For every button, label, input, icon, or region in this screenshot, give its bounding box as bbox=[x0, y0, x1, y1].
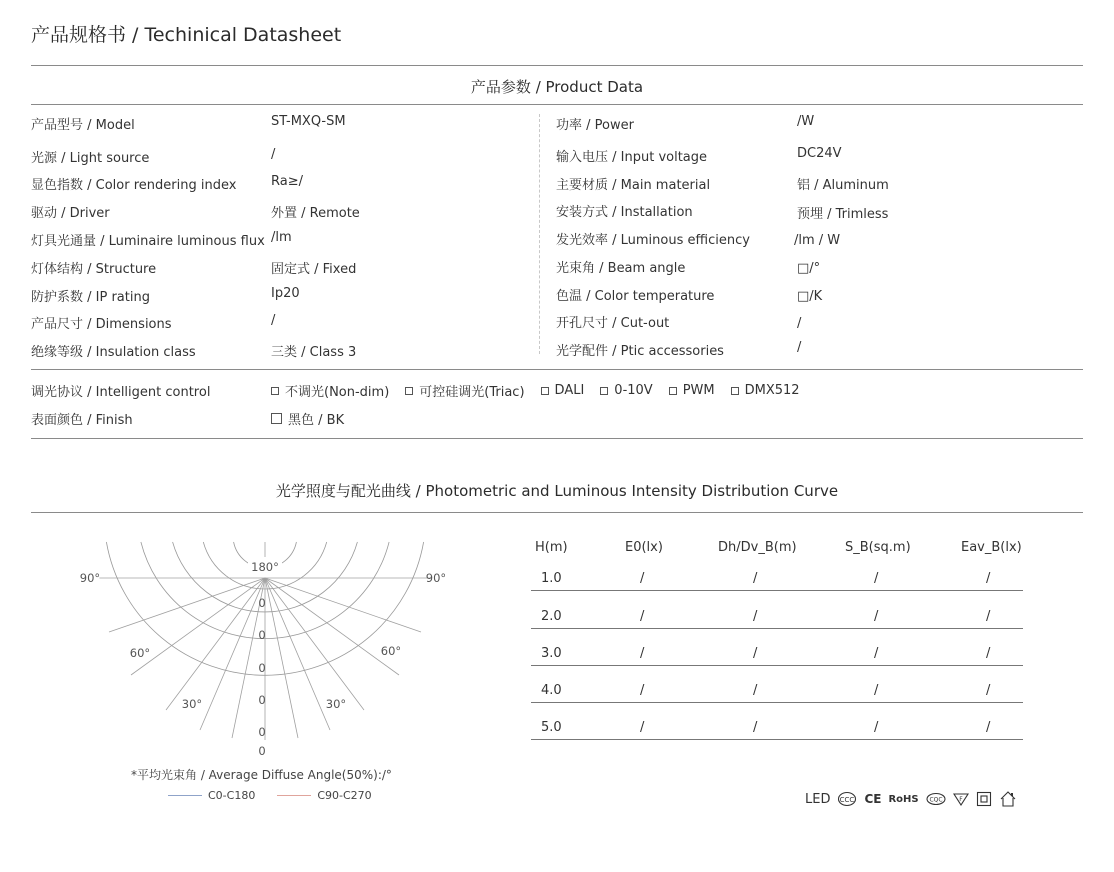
table-header: H(m) bbox=[535, 540, 568, 555]
svg-text:F: F bbox=[958, 796, 963, 803]
spec-row-ip-rating bbox=[31, 286, 551, 308]
spec-label: 光源 / Light source bbox=[31, 151, 150, 166]
spec-value: 三类 / Class 3 bbox=[271, 345, 357, 360]
spec-label: 输入电压 / Input voltage bbox=[556, 150, 708, 165]
table-header: S_B(sq.m) bbox=[845, 540, 911, 555]
spec-row-color-temperature bbox=[556, 285, 1076, 307]
table-row bbox=[531, 569, 1023, 591]
polar-legend bbox=[168, 789, 372, 802]
polar-radial-line bbox=[200, 578, 265, 730]
spec-label: 灯具光通量 / Luminaire luminous flux bbox=[31, 234, 265, 249]
divider bbox=[31, 65, 1083, 66]
table-row bbox=[531, 607, 1023, 629]
table-cell: / bbox=[874, 720, 879, 735]
spec-label: 发光效率 / Luminous efficiency bbox=[556, 233, 750, 248]
spec-value: /W bbox=[797, 114, 815, 129]
table-cell: / bbox=[640, 683, 645, 698]
spec-row-light-source bbox=[31, 147, 551, 169]
option-label: 可控硅调光(Triac) bbox=[419, 385, 525, 400]
table-cell: / bbox=[874, 683, 879, 698]
legend-swatch bbox=[168, 795, 202, 796]
home-icon bbox=[999, 790, 1017, 808]
control-row bbox=[31, 381, 1083, 403]
spec-label: 主要材质 / Main material bbox=[556, 178, 711, 193]
polar-radial-label: 0 bbox=[258, 744, 266, 758]
option-label: DALI bbox=[554, 383, 585, 398]
polar-radial-label: 0 bbox=[258, 693, 266, 707]
spec-label: 功率 / Power bbox=[556, 118, 634, 133]
spec-row-structure bbox=[31, 258, 551, 280]
finish-options bbox=[271, 409, 344, 428]
spec-value: Ip20 bbox=[271, 286, 300, 301]
spec-value: DC24V bbox=[797, 146, 842, 161]
option-label: 0-10V bbox=[614, 383, 653, 398]
spec-value: ST-MXQ-SM bbox=[271, 114, 346, 129]
finish-label: 表面颜色 / Finish bbox=[31, 413, 133, 428]
finish-option-black[interactable] bbox=[271, 409, 344, 428]
column-separator bbox=[539, 114, 540, 354]
spec-row-dimensions bbox=[31, 313, 551, 335]
spec-value: Ra≥/ bbox=[271, 174, 303, 189]
table-cell: / bbox=[874, 646, 879, 661]
spec-value: □/° bbox=[797, 261, 821, 276]
spec-label: 显色指数 / Color rendering index bbox=[31, 178, 237, 193]
spec-label: 绝缘等级 / Insulation class bbox=[31, 345, 196, 360]
spec-row-flux bbox=[31, 230, 551, 252]
table-cell: 1.0 bbox=[541, 571, 562, 586]
table-cell: / bbox=[986, 646, 991, 661]
polar-radial-label: 0 bbox=[258, 628, 266, 642]
table-row bbox=[531, 644, 1023, 666]
polar-label-90-left: 90° bbox=[79, 571, 101, 585]
spec-row-accessories bbox=[556, 340, 1076, 362]
option-label: 不调光(Non-dim) bbox=[285, 385, 390, 400]
polar-radial-line bbox=[265, 578, 330, 730]
spec-row-beam-angle bbox=[556, 257, 1076, 279]
control-label: 调光协议 / Intelligent control bbox=[31, 385, 211, 400]
spec-label: 安装方式 / Installation bbox=[556, 205, 693, 220]
spec-label: 开孔尺寸 / Cut-out bbox=[556, 316, 670, 331]
polar-label-90-right: 90° bbox=[425, 571, 447, 585]
control-option-triac[interactable] bbox=[405, 381, 524, 400]
spec-label: 防护系数 / IP rating bbox=[31, 290, 150, 305]
polar-radial-label: 0 bbox=[258, 596, 266, 610]
table-cell: / bbox=[753, 609, 758, 624]
spec-row-power bbox=[556, 114, 1076, 136]
spec-label: 驱动 / Driver bbox=[31, 206, 110, 221]
divider bbox=[31, 104, 1083, 105]
control-options bbox=[271, 381, 800, 400]
table-cell: / bbox=[986, 720, 991, 735]
class-ii-icon bbox=[976, 791, 992, 807]
table-cell: / bbox=[640, 720, 645, 735]
legend-item-c0 bbox=[168, 789, 255, 802]
legend-label: C0-C180 bbox=[208, 789, 256, 802]
led-mark: LED bbox=[805, 791, 831, 807]
spec-label: 产品尺寸 / Dimensions bbox=[31, 317, 172, 332]
polar-radial-label: 0 bbox=[258, 725, 266, 739]
legend-item-c90 bbox=[277, 789, 371, 802]
certification-marks bbox=[805, 788, 1017, 810]
table-row bbox=[531, 681, 1023, 703]
table-cell: / bbox=[753, 683, 758, 698]
table-cell: 2.0 bbox=[541, 609, 562, 624]
table-cell: / bbox=[640, 571, 645, 586]
control-option-0-10v[interactable] bbox=[600, 381, 652, 400]
legend-label: C90-C270 bbox=[317, 789, 372, 802]
spec-value: 预埋 / Trimless bbox=[797, 207, 889, 222]
spec-row-material bbox=[556, 174, 1076, 196]
spec-column-left bbox=[31, 112, 557, 360]
divider bbox=[31, 369, 1083, 370]
option-label: PWM bbox=[682, 383, 715, 398]
option-label: 黑色 / BK bbox=[288, 413, 345, 428]
table-header: Eav_B(lx) bbox=[961, 540, 1022, 555]
ccc-icon bbox=[837, 791, 857, 807]
divider bbox=[31, 512, 1083, 513]
table-cell: / bbox=[874, 609, 879, 624]
spec-value: /lm / W bbox=[794, 233, 841, 248]
polar-label-30-left: 30° bbox=[181, 697, 203, 711]
polar-chart-svg bbox=[70, 535, 470, 765]
spec-value: / bbox=[797, 316, 802, 331]
checkbox-icon bbox=[405, 387, 413, 395]
spec-row-cut-out bbox=[556, 312, 1076, 334]
legend-swatch bbox=[277, 795, 311, 796]
spec-value: 外置 / Remote bbox=[271, 206, 360, 221]
table-row bbox=[531, 718, 1023, 740]
table-cell: / bbox=[753, 571, 758, 586]
spec-value: / bbox=[271, 313, 276, 328]
table-header: E0(lx) bbox=[625, 540, 663, 555]
control-option-dali[interactable] bbox=[541, 381, 585, 400]
spec-value: □/K bbox=[797, 289, 823, 304]
table-cell: 3.0 bbox=[541, 646, 562, 661]
spec-label: 产品型号 / Model bbox=[31, 118, 135, 133]
spec-row-cri bbox=[31, 174, 551, 196]
control-option-pwm[interactable] bbox=[669, 381, 715, 400]
checkbox-icon bbox=[271, 413, 282, 424]
table-cell: / bbox=[986, 571, 991, 586]
divider bbox=[31, 438, 1083, 439]
polar-radial-label: 0 bbox=[258, 661, 266, 675]
spec-label: 光学配件 / Ptic accessories bbox=[556, 344, 724, 359]
checkbox-icon bbox=[541, 387, 549, 395]
triangle-f-icon bbox=[953, 792, 969, 806]
rohs-mark: RoHS bbox=[888, 793, 919, 805]
option-label: DMX512 bbox=[744, 383, 800, 398]
checkbox-icon bbox=[731, 387, 739, 395]
table-cell: / bbox=[640, 609, 645, 624]
spec-value: / bbox=[797, 340, 802, 355]
table-cell: / bbox=[986, 609, 991, 624]
table-cell: / bbox=[753, 646, 758, 661]
beam-angle-caption: *平均光束角 / Average Diffuse Angle(50%):/° bbox=[131, 768, 392, 782]
spec-label: 色温 / Color temperature bbox=[556, 289, 715, 304]
product-spec-block bbox=[31, 112, 1083, 360]
control-option-dmx512[interactable] bbox=[731, 381, 800, 400]
photometric-title: 光学照度与配光曲线 / Photometric and Luminous Intensity Distribution Curve bbox=[275, 482, 839, 500]
spec-value: /lm bbox=[271, 230, 292, 245]
polar-label-60-right: 60° bbox=[380, 644, 402, 658]
spec-value: / bbox=[271, 147, 276, 162]
table-cell: / bbox=[874, 571, 879, 586]
spec-row-efficiency bbox=[556, 229, 1076, 251]
spec-row-driver bbox=[31, 202, 551, 224]
spec-column-right bbox=[556, 112, 1082, 359]
polar-label-30-right: 30° bbox=[325, 697, 347, 711]
spec-value: 铝 / Aluminum bbox=[797, 178, 889, 193]
table-cell: / bbox=[986, 683, 991, 698]
checkbox-icon bbox=[669, 387, 677, 395]
table-cell: / bbox=[640, 646, 645, 661]
checkbox-icon bbox=[600, 387, 608, 395]
control-option-non-dim[interactable] bbox=[271, 381, 389, 400]
spec-row-voltage bbox=[556, 146, 1076, 168]
svg-text:CQC: CQC bbox=[929, 796, 943, 804]
ce-mark: CE bbox=[864, 792, 882, 806]
product-data-title: 产品参数 / Product Data bbox=[470, 78, 644, 96]
spec-label: 光束角 / Beam angle bbox=[556, 261, 686, 276]
cqc-icon bbox=[926, 792, 946, 806]
polar-radial-line bbox=[265, 578, 298, 738]
page-title: 产品规格书 / Techinical Datasheet bbox=[31, 24, 342, 46]
spec-value: 固定式 / Fixed bbox=[271, 262, 357, 277]
spec-row-insulation bbox=[31, 341, 551, 363]
table-cell: 5.0 bbox=[541, 720, 562, 735]
checkbox-icon bbox=[271, 387, 279, 395]
polar-label-180: 180° bbox=[251, 560, 279, 574]
spec-row-installation bbox=[556, 201, 1076, 223]
spec-row-model bbox=[31, 114, 551, 136]
table-cell: 4.0 bbox=[541, 683, 562, 698]
table-cell: / bbox=[753, 720, 758, 735]
finish-row bbox=[31, 409, 1083, 431]
svg-text:CCC: CCC bbox=[840, 796, 855, 804]
polar-distribution-chart bbox=[70, 535, 470, 765]
polar-label-60-left: 60° bbox=[129, 646, 151, 660]
spec-label: 灯体结构 / Structure bbox=[31, 262, 157, 277]
table-header: Dh/Dv_B(m) bbox=[718, 540, 797, 555]
